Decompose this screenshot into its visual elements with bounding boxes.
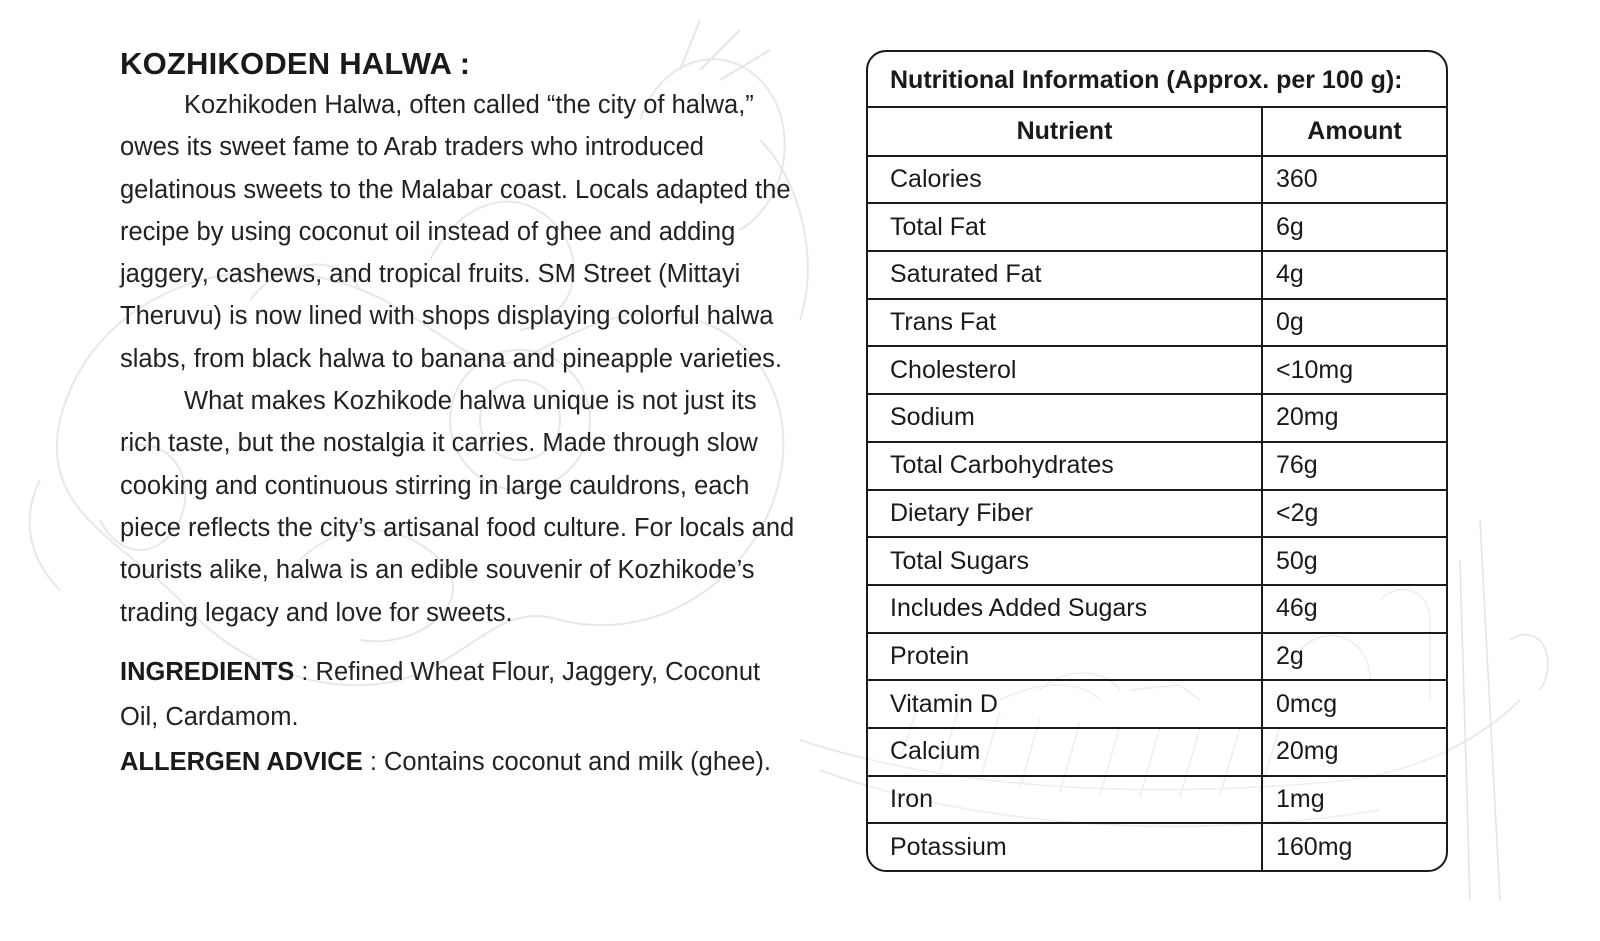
nutrient-amount: 160mg (1276, 833, 1353, 862)
header-amount: Amount (1262, 108, 1446, 156)
nutrient-name: Sodium (868, 394, 1262, 442)
ingredients-label: INGREDIENTS (120, 657, 295, 686)
table-row (868, 394, 1446, 442)
table-row (868, 251, 1446, 299)
nutrient-amount: 46g (1262, 585, 1446, 633)
nutrient-name: Vitamin D (868, 680, 1262, 728)
description-column (120, 44, 800, 785)
nutrient-amount: <2g (1262, 490, 1446, 538)
nutrient-name: Total Sugars (868, 537, 1262, 585)
nutrient-amount: 20mg (1262, 394, 1446, 442)
table-header-row (868, 108, 1446, 156)
table-row (868, 823, 1446, 871)
table-row (868, 585, 1446, 633)
table-row (868, 156, 1446, 204)
nutrient-amount: 6g (1262, 203, 1446, 251)
nutrient-amount: 0mcg (1262, 680, 1446, 728)
nutrient-amount: <10mg (1262, 346, 1446, 394)
nutrient-name: Potassium (868, 823, 1262, 871)
nutrient-name: Total Fat (868, 203, 1262, 251)
nutrient-amount: 76g (1262, 442, 1446, 490)
nutrient-name: Iron (868, 776, 1262, 824)
nutrient-amount: 0g (1262, 299, 1446, 347)
nutrient-amount: 4g (1262, 251, 1446, 299)
nutrient-name: Calcium (868, 728, 1262, 776)
table-row (868, 633, 1446, 681)
nutrient-name: Saturated Fat (868, 251, 1262, 299)
header-nutrient: Nutrient (868, 108, 1262, 156)
table-row (868, 728, 1446, 776)
nutrient-name: Protein (868, 633, 1262, 681)
page-title: KOZHIKODEN HALWA : (120, 46, 471, 81)
table-row (868, 299, 1446, 347)
nutrient-name: Calories (868, 156, 1262, 204)
nutrient-amount: 2g (1262, 633, 1446, 681)
nutrient-amount: 50g (1262, 537, 1446, 585)
ingredients-line (120, 650, 800, 740)
nutrition-table-box (866, 50, 1448, 872)
table-row (868, 203, 1446, 251)
allergen-line (120, 740, 800, 785)
nutrient-amount: 20mg (1262, 728, 1446, 776)
nutrient-name: Cholesterol (868, 346, 1262, 394)
table-row (868, 346, 1446, 394)
allergen-label: ALLERGEN ADVICE (120, 747, 363, 776)
nutrient-name: Dietary Fiber (868, 490, 1262, 538)
table-row (868, 537, 1446, 585)
table-row (868, 490, 1446, 538)
table-row (868, 776, 1446, 824)
table-row (868, 442, 1446, 490)
description-paragraph-2: What makes Kozhikode halwa unique is not just its rich taste, but the nostalgia it carries. Made through slow cooking and continuous stirring in large cauldrons, each piece reflects the city’s artisanal food culture. For locals and tourists alike, halwa is an edible souvenir of Kozhikode’s trading legacy and love for sweets. (120, 387, 795, 627)
allergen-text: : Contains coconut and milk (ghee). (362, 747, 771, 776)
nutrition-table (868, 108, 1446, 871)
nutrient-amount: 360 (1262, 156, 1446, 204)
nutrition-title: Nutritional Information (Approx. per 100 g): (868, 52, 1446, 108)
description-paragraph-1: Kozhikoden Halwa, often called “the city of halwa,” owes its sweet fame to Arab traders who introduced gelatinous sweets to the Malabar coast. Locals adapted the recipe by using coconut oil instead of ghee and adding jaggery, cashews, and tropical fruits. SM Street (Mittayi Theruvu) is now lined with shops displaying colorful halwa slabs, from black halwa to banana and pineapple varieties. (120, 91, 791, 373)
nutrient-name: Trans Fat (868, 299, 1262, 347)
ingredients-text: : Refined Wheat Flour, Jaggery, Coconut Oil, Cardamom. (120, 657, 761, 731)
nutrient-amount: 1mg (1262, 776, 1446, 824)
nutrient-name: Total Carbohydrates (868, 442, 1262, 490)
nutrient-name: Includes Added Sugars (868, 585, 1262, 633)
table-row (868, 680, 1446, 728)
